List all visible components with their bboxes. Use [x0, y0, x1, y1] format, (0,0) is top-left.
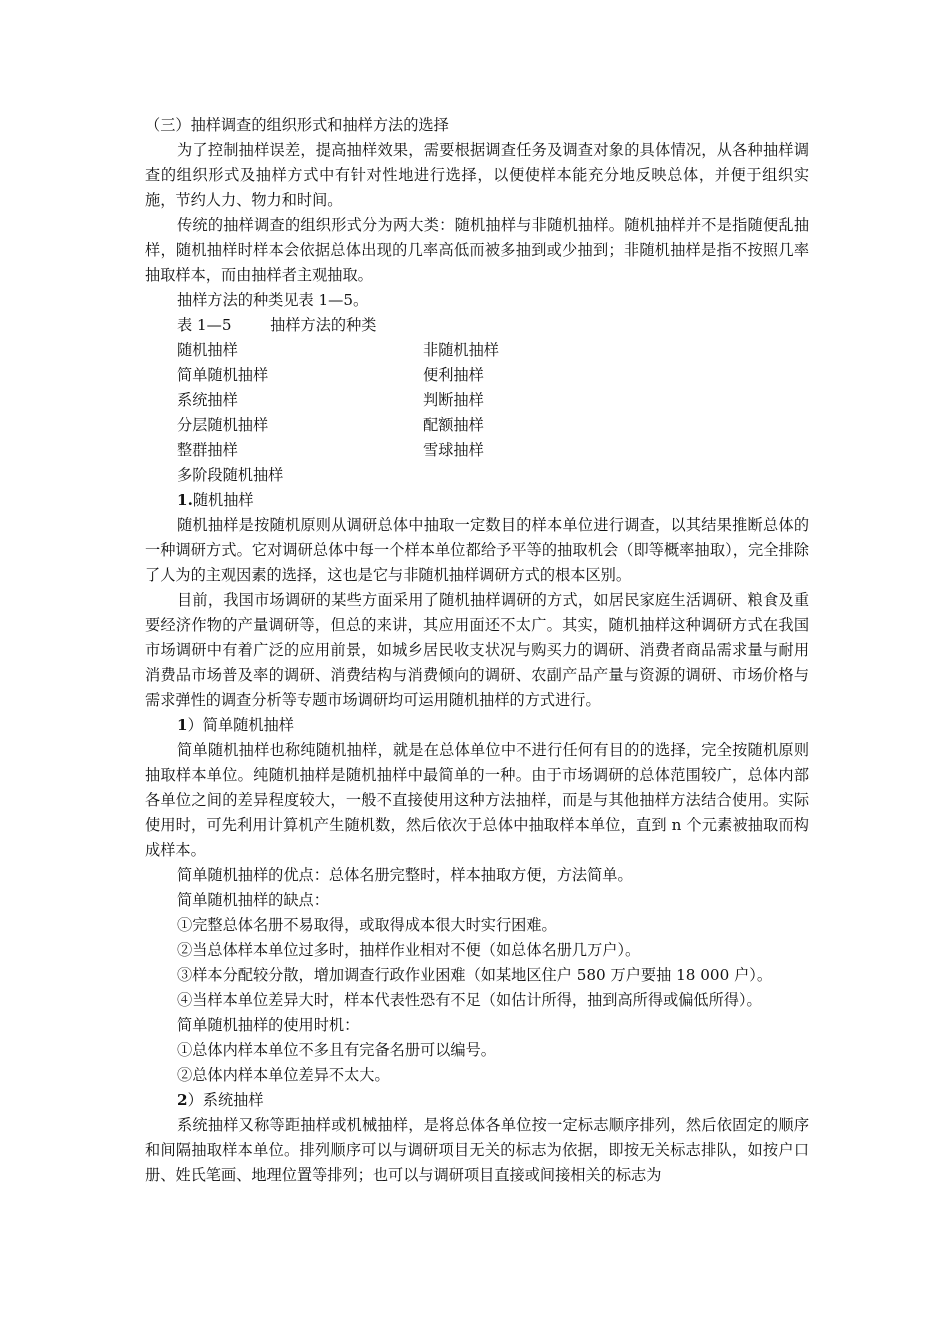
section1-heading-number: 1. — [177, 491, 193, 509]
table-cell: 整群抽样 — [177, 441, 238, 459]
table-cell: 分层随机抽样 — [177, 416, 269, 434]
section1-heading — [145, 488, 809, 513]
table-cell: 非随机抽样 — [423, 341, 499, 359]
sub1-disadvantages-title: 简单随机抽样的缺点： — [177, 891, 329, 909]
sub2-heading-number: 2 — [177, 1091, 188, 1109]
section1-heading-text: 随机抽样 — [192, 491, 254, 509]
table-caption-title: 抽样方法的种类 — [270, 316, 377, 334]
table-cell: 多阶段随机抽样 — [177, 466, 284, 484]
table-cell: 随机抽样 — [177, 341, 238, 359]
sub1-heading-number: 1 — [177, 716, 188, 734]
table-cell: 配额抽样 — [423, 416, 484, 434]
section1-paragraph-2: 目前，我国市场调研的某些方面采用了随机抽样调研的方式，如居民家庭生活调研、粮食及重要经济作物的产量调研等，但总的来讲，其应用面还不太广。其实，随机抽样这种调研方式在我国市场调研中有着广泛的应用前景，如城乡居民收支状况与购买力的调研、消费者商品需求量与耐用消费品市场普及率的调研、消费结构与消费倾向的调研、农副产品产量与资源的调研、市场价格与需求弹性的调查分析等专题市场调研均可运用随机抽样的方式进行。 — [145, 591, 809, 709]
table-caption-number: 表 1—5 — [177, 316, 232, 334]
sub1-advantages: 简单随机抽样的优点：总体名册完整时，样本抽取方便，方法简单。 — [177, 866, 633, 884]
sub1-disadvantage-item: ①完整总体名册不易取得，或取得成本很大时实行困难。 — [177, 916, 557, 934]
sampling-methods-table — [145, 338, 809, 488]
sub2-heading-text: ）系统抽样 — [187, 1091, 264, 1109]
sub1-disadvantage-item: ②当总体样本单位过多时，抽样作业相对不便（如总体名册几万户）。 — [177, 941, 641, 959]
sub2-paragraph: 系统抽样又称等距抽样或机械抽样，是将总体各单位按一定标志顺序排列，然后依固定的顺序和间隔抽取样本单位。排列顺序可以与调研项目无关的标志为依据，即按无关标志排队，如按户口册、姓氏笔画、地理位置等排列；也可以与调研项目直接或间接相关的标志为 — [145, 1116, 809, 1184]
table-row — [145, 338, 809, 363]
table-row — [145, 363, 809, 388]
table-caption — [145, 313, 809, 338]
table-cell: 雪球抽样 — [423, 441, 484, 459]
section1-paragraph-1: 随机抽样是按随机原则从调研总体中抽取一定数目的样本单位进行调查，以其结果推断总体的一种调研方式。它对调研总体中每一个样本单位都给予平等的抽取机会（即等概率抽取），完全排除了人为的主观因素的选择，这也是它与非随机抽样调研方式的根本区别。 — [145, 516, 809, 584]
table-cell: 便利抽样 — [423, 366, 484, 384]
sub1-timing-item: ①总体内样本单位不多且有完备名册可以编号。 — [177, 1041, 496, 1059]
table-cell: 判断抽样 — [423, 391, 484, 409]
table-row — [145, 413, 809, 438]
table-cell: 简单随机抽样 — [177, 366, 269, 384]
section-heading: （三）抽样调查的组织形式和抽样方法的选择 — [145, 116, 449, 134]
sub1-timing-title: 简单随机抽样的使用时机： — [177, 1016, 360, 1034]
sub1-heading-text: ）简单随机抽样 — [187, 716, 294, 734]
table-row — [145, 463, 809, 488]
intro-paragraph-3: 抽样方法的种类见表 1—5。 — [177, 291, 369, 309]
table-cell — [423, 463, 809, 488]
intro-paragraph-2: 传统的抽样调查的组织形式分为两大类：随机抽样与非随机抽样。随机抽样并不是指随便乱抽样，随机抽样时样本会依据总体出现的几率高低而被多抽到或少抽到；非随机抽样是指不按照几率抽取样本，而由抽样者主观抽取。 — [145, 216, 809, 284]
intro-paragraph-1: 为了控制抽样误差，提高抽样效果，需要根据调查任务及调查对象的具体情况，从各种抽样调查的组织形式及抽样方式中有针对性地进行选择，以便使样本能充分地反映总体，并便于组织实施，节约人力、物力和时间。 — [145, 141, 809, 209]
sub2-heading — [145, 1088, 809, 1113]
document-page — [145, 113, 809, 1188]
sub1-timing-item: ②总体内样本单位差异不太大。 — [177, 1066, 390, 1084]
sub1-disadvantage-item: ③样本分配较分散，增加调查行政作业困难（如某地区住户 580 万户要抽 18 000 户）。 — [177, 966, 773, 984]
table-row — [145, 438, 809, 463]
sub1-paragraph: 简单随机抽样也称纯随机抽样，就是在总体单位中不进行任何有目的的选择，完全按随机原则抽取样本单位。纯随机抽样是随机抽样中最简单的一种。由于市场调研的总体范围较广，总体内部各单位之间的差异程度较大，一般不直接使用这种方法抽样，而是与其他抽样方法结合使用。实际使用时，可先利用计算机产生随机数，然后依次于总体中抽取样本单位，直到 n 个元素被抽取而构成样本。 — [145, 741, 809, 859]
table-cell: 系统抽样 — [177, 391, 238, 409]
sub1-disadvantage-item: ④当样本单位差异大时，样本代表性恐有不足（如估计所得，抽到高所得或偏低所得）。 — [177, 991, 762, 1009]
sub1-heading — [145, 713, 809, 738]
table-row — [145, 388, 809, 413]
